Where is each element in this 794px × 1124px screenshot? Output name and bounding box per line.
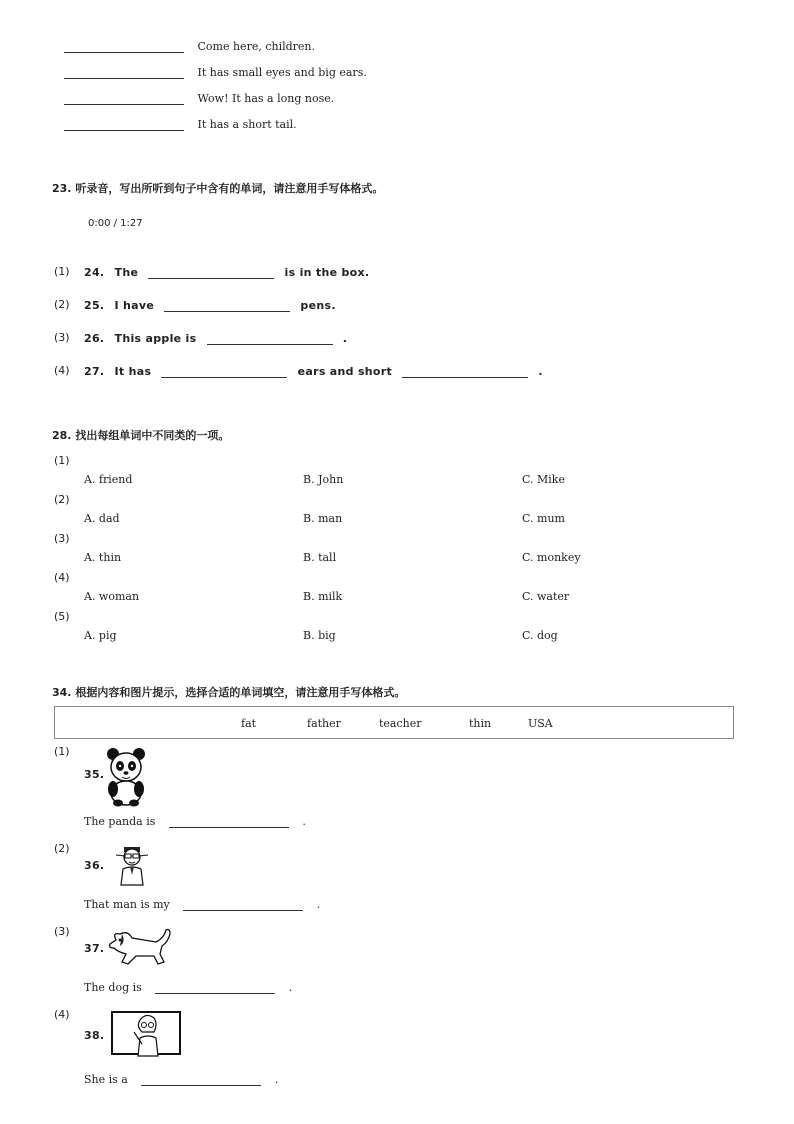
option-a[interactable]: A. pig	[84, 629, 117, 642]
option-c[interactable]: C. mum	[522, 512, 565, 525]
fill-sentence	[84, 898, 320, 911]
fill-sentence	[84, 981, 292, 994]
sentence-part: .	[342, 332, 348, 345]
sentence-part: It has	[114, 365, 152, 378]
answer-blank[interactable]	[141, 1073, 261, 1086]
answer-blank[interactable]	[64, 118, 184, 131]
word-bank-item: USA	[528, 717, 553, 730]
question-number: 25.	[84, 299, 105, 312]
item-tag: (4)	[54, 1008, 70, 1021]
word-bank	[54, 706, 734, 739]
q25-line	[84, 299, 336, 312]
question-number: 38.	[84, 1029, 105, 1042]
option-a[interactable]: A. friend	[84, 473, 133, 486]
option-c[interactable]: C. dog	[522, 629, 558, 642]
q23-item	[54, 359, 70, 378]
item-tag: (2)	[54, 842, 70, 855]
group-tag: (5)	[54, 610, 70, 623]
option-a[interactable]: A. woman	[84, 590, 140, 603]
answer-blank[interactable]	[155, 981, 275, 994]
option-c[interactable]: C. water	[522, 590, 570, 603]
answer-blank[interactable]	[169, 815, 289, 828]
question-number: 26.	[84, 332, 105, 345]
word-bank-item: father	[307, 717, 341, 730]
item-tag: (1)	[54, 745, 70, 758]
question-number: 36.	[84, 859, 105, 872]
matching-text: Wow! It has a long nose.	[197, 92, 335, 105]
answer-blank[interactable]	[161, 365, 287, 378]
man-icon	[112, 845, 152, 887]
word-bank-item: teacher	[379, 717, 422, 730]
teacher-icon	[110, 1010, 182, 1058]
sentence-part: This apple is	[114, 332, 197, 345]
sentence-end: .	[274, 1073, 279, 1086]
option-c[interactable]: C. Mike	[522, 473, 565, 486]
sentence-part: pens.	[300, 299, 336, 312]
answer-blank[interactable]	[148, 266, 274, 279]
sentence-part: is in the box.	[284, 266, 370, 279]
question-number: 35.	[84, 768, 105, 781]
sentence-part: The	[114, 266, 139, 279]
item-tag: (1)	[54, 265, 70, 278]
option-a[interactable]: A. thin	[84, 551, 122, 564]
answer-blank[interactable]	[164, 299, 290, 312]
q24-line	[84, 266, 369, 279]
option-c[interactable]: C. monkey	[522, 551, 581, 564]
group-tag: (1)	[54, 454, 70, 467]
matching-row	[64, 40, 315, 53]
fill-sentence	[84, 815, 306, 828]
question-28-header: 28. 找出每组单词中不同类的一项。	[52, 429, 230, 442]
option-b[interactable]: B. man	[303, 512, 343, 525]
group-tag: (3)	[54, 532, 70, 545]
sentence-end: .	[316, 898, 321, 911]
option-b[interactable]: B. big	[303, 629, 336, 642]
matching-text: It has a short tail.	[197, 118, 297, 131]
matching-text: Come here, children.	[197, 40, 316, 53]
answer-blank[interactable]	[64, 40, 184, 53]
item-tag: (2)	[54, 298, 70, 311]
question-34-header: 34. 根据内容和图片提示，选择合适的单词填空，请注意用手写体格式。	[52, 686, 406, 699]
sentence-text: The panda is	[84, 815, 156, 828]
answer-blank[interactable]	[64, 66, 184, 79]
option-b[interactable]: B. tall	[303, 551, 337, 564]
answer-blank[interactable]	[64, 92, 184, 105]
group-tag: (4)	[54, 571, 70, 584]
sentence-part: I have	[114, 299, 155, 312]
q23-item	[54, 326, 70, 345]
q23-item	[54, 260, 70, 279]
audio-time[interactable]: 0:00 / 1:27	[88, 218, 143, 229]
option-b[interactable]: B. milk	[303, 590, 343, 603]
sentence-text: She is a	[84, 1073, 128, 1086]
question-number: 24.	[84, 266, 105, 279]
sentence-end: .	[302, 815, 306, 828]
item-tag: (3)	[54, 331, 70, 344]
panda-icon	[104, 745, 148, 807]
sentence-end: .	[288, 981, 293, 994]
q26-line	[84, 332, 347, 345]
sentence-text: The dog is	[84, 981, 142, 994]
q23-item	[54, 293, 70, 312]
word-bank-item: fat	[241, 717, 257, 730]
item-tag: (3)	[54, 925, 70, 938]
matching-row	[64, 118, 297, 131]
answer-blank[interactable]	[183, 898, 303, 911]
question-number: 27.	[84, 365, 105, 378]
answer-blank[interactable]	[402, 365, 528, 378]
matching-row	[64, 66, 367, 79]
sentence-part: ears and short	[297, 365, 393, 378]
option-a[interactable]: A. dad	[84, 512, 120, 525]
matching-text: It has small eyes and big ears.	[197, 66, 367, 79]
option-b[interactable]: B. John	[303, 473, 344, 486]
answer-blank[interactable]	[207, 332, 333, 345]
group-tag: (2)	[54, 493, 70, 506]
matching-row	[64, 92, 334, 105]
question-23-header: 23. 听录音，写出所听到句子中含有的单词，请注意用手写体格式。	[52, 182, 384, 195]
q27-line	[84, 365, 543, 378]
item-tag: (4)	[54, 364, 70, 377]
sentence-text: That man is my	[84, 898, 170, 911]
question-number: 37.	[84, 942, 105, 955]
dog-icon	[106, 926, 174, 970]
fill-sentence	[84, 1073, 278, 1086]
word-bank-item: thin	[469, 717, 492, 730]
sentence-part: .	[538, 365, 543, 378]
